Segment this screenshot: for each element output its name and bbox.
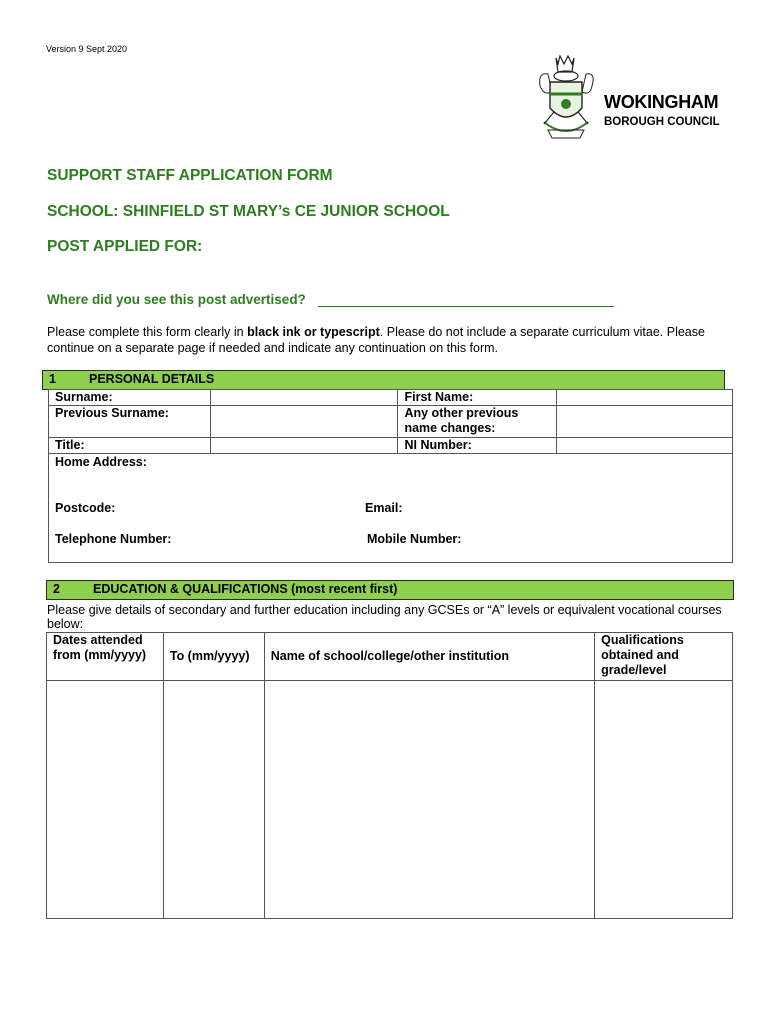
surname-label: Surname: bbox=[49, 390, 211, 406]
logo-name-line2: BOROUGH COUNCIL bbox=[604, 116, 720, 128]
council-logo bbox=[532, 52, 732, 152]
post-applied-heading: POST APPLIED FOR: bbox=[47, 238, 203, 255]
section-1-header bbox=[42, 370, 725, 390]
telephone-label: Telephone Number: bbox=[55, 532, 172, 546]
postcode-label: Postcode: bbox=[55, 501, 116, 515]
mobile-label: Mobile Number: bbox=[367, 532, 462, 546]
institution-input[interactable] bbox=[264, 681, 594, 919]
address-contact-box[interactable] bbox=[48, 453, 733, 563]
section-2-number: 2 bbox=[53, 582, 60, 596]
first-name-input[interactable] bbox=[557, 390, 733, 406]
education-intro: Please give details of secondary and further education including any GCSEs or “A” levels or equivalent vocational courses below: bbox=[47, 603, 722, 631]
intro-text bbox=[47, 324, 737, 356]
qualifications-input[interactable] bbox=[595, 681, 733, 919]
personal-details-table bbox=[48, 389, 733, 454]
section-1-number: 1 bbox=[49, 372, 56, 386]
other-names-label: Any other previous name changes: bbox=[398, 406, 557, 438]
dates-to-input[interactable] bbox=[163, 681, 264, 919]
crest-icon bbox=[534, 52, 600, 148]
col-dates-to: To (mm/yyyy) bbox=[163, 633, 264, 681]
previous-surname-label: Previous Surname: bbox=[49, 406, 211, 438]
intro-part1: Please complete this form clearly in bbox=[47, 325, 248, 339]
advert-question bbox=[47, 292, 614, 307]
first-name-label: First Name: bbox=[398, 390, 557, 406]
surname-input[interactable] bbox=[210, 390, 398, 406]
col-qualifications: Qualifications obtained and grade/level bbox=[595, 633, 733, 681]
form-title: SUPPORT STAFF APPLICATION FORM bbox=[47, 167, 333, 184]
col-institution: Name of school/college/other institution bbox=[264, 633, 594, 681]
ni-number-label: NI Number: bbox=[398, 438, 557, 454]
advert-answer-line[interactable] bbox=[318, 292, 614, 307]
ni-number-input[interactable] bbox=[557, 438, 733, 454]
section-2-title: EDUCATION & QUALIFICATIONS (most recent first) bbox=[93, 582, 398, 596]
title-input[interactable] bbox=[210, 438, 398, 454]
version-label: Version 9 Sept 2020 bbox=[46, 44, 128, 54]
email-label: Email: bbox=[365, 501, 403, 515]
intro-part2: . Please do not include a separate curriculum vitae. Please continue on a separate page if needed and indicate any continuation on this form. bbox=[47, 325, 705, 355]
home-address-label: Home Address: bbox=[55, 455, 147, 469]
education-table bbox=[46, 632, 733, 919]
section-1-title: PERSONAL DETAILS bbox=[89, 372, 215, 386]
school-heading: SCHOOL: SHINFIELD ST MARY’s CE JUNIOR SCHOOL bbox=[47, 203, 450, 220]
col-dates-from: Dates attended from (mm/yyyy) bbox=[47, 633, 164, 681]
intro-bold: black ink or typescript bbox=[247, 325, 380, 339]
title-label: Title: bbox=[49, 438, 211, 454]
section-2-header bbox=[46, 580, 734, 600]
advert-question-label: Where did you see this post advertised? bbox=[47, 292, 306, 307]
other-names-input[interactable] bbox=[557, 406, 733, 438]
previous-surname-input[interactable] bbox=[210, 406, 398, 438]
dates-from-input[interactable] bbox=[47, 681, 164, 919]
logo-name-line1: WOKINGHAM bbox=[604, 92, 719, 112]
